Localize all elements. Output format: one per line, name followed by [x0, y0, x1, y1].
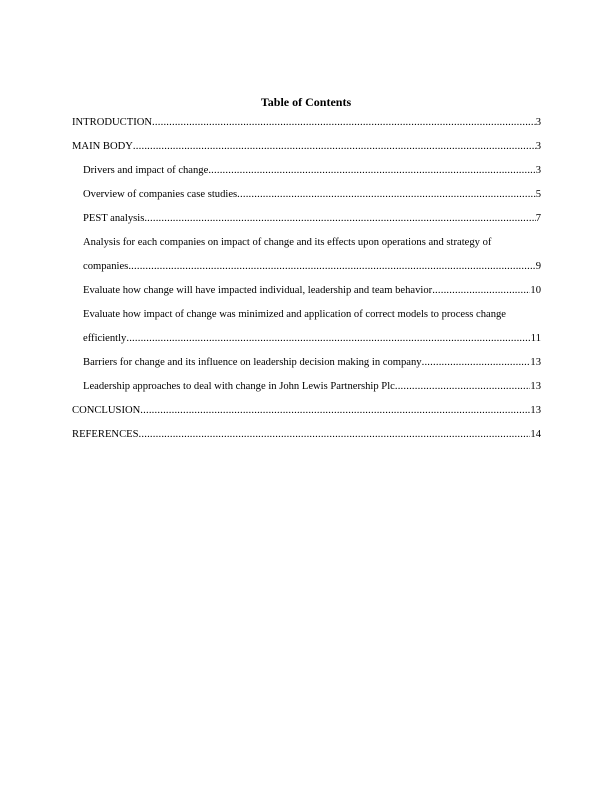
toc-entry-pest[interactable]: [72, 212, 541, 226]
toc-entry-label: Evaluate how change will have impacted individual, leadership and team behavior: [83, 285, 433, 296]
toc-entry-label: efficiently: [83, 333, 127, 344]
toc-entry-introduction[interactable]: [72, 116, 541, 130]
toc-title: Table of Contents: [260, 95, 352, 109]
dot-leader: [126, 332, 530, 346]
toc-entry-label: REFERENCES: [72, 429, 139, 440]
dot-leader: [208, 164, 535, 178]
toc-entry-barriers[interactable]: [72, 356, 541, 370]
toc-page-number: 3: [535, 117, 541, 128]
toc-page-number: 14: [530, 429, 541, 440]
dot-leader: [422, 356, 531, 370]
toc-page-number: 13: [530, 381, 541, 392]
toc-page-number: 9: [535, 261, 541, 272]
toc-entry-main-body[interactable]: [72, 140, 541, 154]
toc-entry-analysis[interactable]: [72, 236, 541, 274]
toc-entry-drivers[interactable]: [72, 164, 541, 178]
toc-entry-label: companies: [83, 261, 129, 272]
toc-page-number: 11: [530, 333, 541, 344]
dot-leader: [133, 140, 536, 154]
toc-page-number: 5: [535, 189, 541, 200]
toc-entry-evaluate-behavior[interactable]: [72, 284, 541, 298]
toc-entry-label-line1: Evaluate how impact of change was minimized and application of correct models to process change: [83, 309, 507, 320]
table-of-contents: [72, 116, 541, 452]
toc-entry-label: CONCLUSION: [72, 405, 141, 416]
toc-page-number: 13: [530, 405, 541, 416]
toc-entry-conclusion[interactable]: [72, 404, 541, 418]
dot-leader: [139, 428, 531, 442]
toc-entry-label-line1: Analysis for each companies on impact of change and its effects upon operations and strategy of: [83, 237, 492, 248]
toc-entry-label: Drivers and impact of change: [83, 165, 209, 176]
toc-page-number: 10: [530, 285, 541, 296]
toc-entry-label: Leadership approaches to deal with change in John Lewis Partnership Plc: [83, 381, 395, 392]
toc-entry-label: MAIN BODY: [72, 141, 133, 152]
dot-leader: [237, 188, 536, 202]
toc-entry-label: Overview of companies case studies: [83, 189, 238, 200]
toc-entry-references[interactable]: [72, 428, 541, 442]
dot-leader: [152, 116, 536, 130]
dot-leader: [140, 404, 530, 418]
toc-entry-label: INTRODUCTION: [72, 117, 153, 128]
dot-leader: [395, 380, 531, 394]
toc-page-number: 7: [535, 213, 541, 224]
toc-page-number: 13: [530, 357, 541, 368]
toc-entry-leadership-approaches[interactable]: [72, 380, 541, 394]
toc-page-number: 3: [535, 141, 541, 152]
dot-leader: [144, 212, 535, 226]
toc-entry-label: PEST analysis: [83, 213, 145, 224]
toc-entry-evaluate-models[interactable]: [72, 308, 541, 346]
toc-page-number: 3: [535, 165, 541, 176]
dot-leader: [432, 284, 530, 298]
toc-entry-overview[interactable]: [72, 188, 541, 202]
toc-entry-label: Barriers for change and its influence on leadership decision making in company: [83, 357, 422, 368]
dot-leader: [128, 260, 535, 274]
